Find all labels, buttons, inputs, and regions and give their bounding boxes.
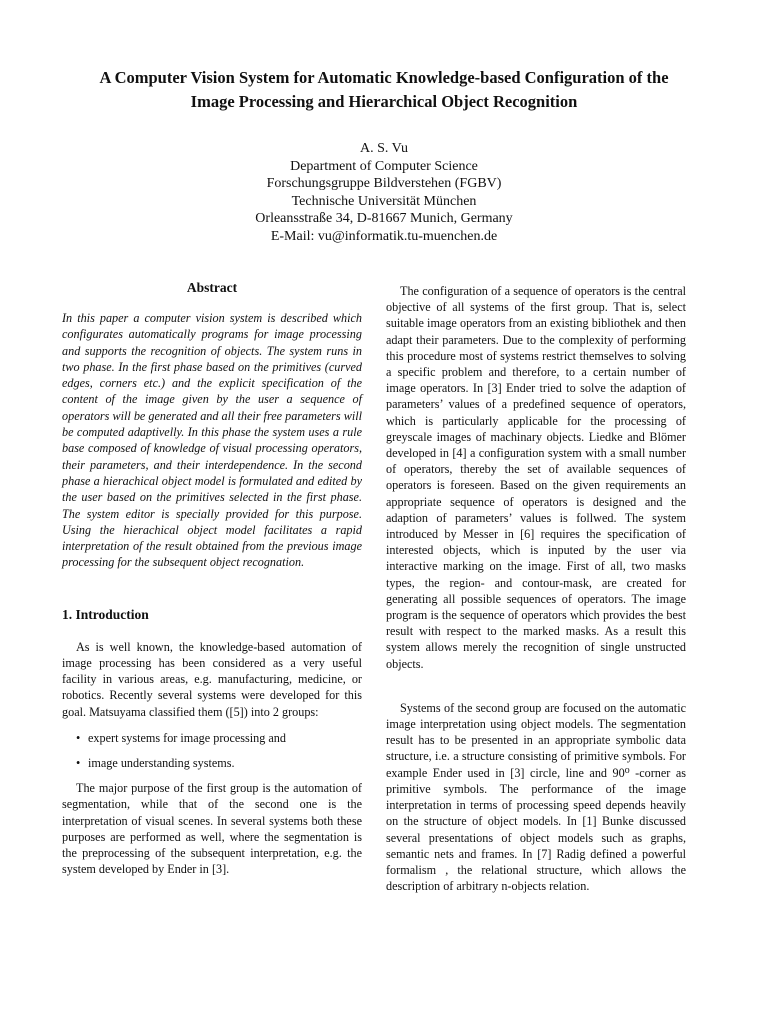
abstract-text: In this paper a computer vision system is described which configurates automatically programs for image processing and supports the recognition of objects. The system runs in two phase. In the first phase based on the primitives (curved edges, corners etc.) and the explicit specification of the content of the image given by the user a sequence of operators will be generated and all their free parameters will be computed adaptivelly. In this phase the system uses a rule base composed of knowledge of visual processing operators, their parameters, and their interdependence. In the second phase a hierachical object model is formulated and edited by the user based on the primitives selected in the first phase. The system editor is specially provided for this purpose. Using the hierachical object model facilitates a rapid interpretation of the result obtained from the previous image processing for the subsequent object recognation.	[62, 311, 362, 570]
list-item-text: expert systems for image processing and	[88, 730, 286, 745]
list-item-text: image understanding systems.	[88, 755, 235, 770]
author-university: Technische Universität München	[291, 193, 477, 209]
intro-bullet-list	[62, 730, 362, 771]
abstract-heading: Abstract	[186, 280, 238, 295]
author-address: Orleansstraße 34, D-81667 Munich, Germany	[255, 211, 513, 226]
bullet-icon: •	[76, 755, 81, 770]
intro-paragraph-2: The major purpose of the first group is the automation of segmentation, while that of the second one is the interpretation of visual scenes. In several systems both these purposes are performed as well, where the segmentation is the preprocessing of the subsequent interpretation, e.g. the system developed by Ender in [3].	[62, 781, 362, 877]
right-paragraph-2: Systems of the second group are focused on the automatic image interpretation using object models. The segmentation result has to be presented in an appropriate symbolic data structure, i.e. a structure consisting of primitive symbols. For example Ender used in [3] circle, line and 90⁰ -corner as primitive symbols. The performance of the image interpretation in terms of processing speed depends heavily on the structure of object models. In [1] Bunke discussed several presentations of object models such as graphs, semantic nets and frames. In [7] Radig defined a powerful formalism , the relational structure, which allows the description of arbitrary n-objects relation.	[386, 700, 686, 894]
title-line: A Computer Vision System for Automatic Knowledge-based Configuration of the	[99, 68, 669, 87]
list-item	[62, 730, 362, 746]
author-email: E-Mail: vu@informatik.tu-muenchen.de	[270, 228, 498, 244]
right-paragraph-1: The configuration of a sequence of operators is the central objective of all systems of the first group. That is, select suitable image operators from an existing bibliothek and then adapt their parameters. Due to the complexity of performing this procedure most of systems restrict themselves to solving a specific problem and therefore, to a certain number of image operators. In [3] Ender tried to solve the adaption of parameters’ values of a predefined sequence of operators, which is particularly applicable for the processing of greyscale images of machinary objects. Liedke and Blömer developed in [4] a configuration system with a small number of operators, thereby the set of available sequences of operators is foreseen. Based on the given requirements an appropriate sequence of operators is designed and the adaption of parameters’ values is follwed. The system introduced by Messer in [6] requires the specification of interested objects, which is inputed by the user via interactive marking on the image. First of all, two masks types, the region- and contour-mask, are created for generating all possible sequences of operators. The image program is the sequence of operators which provides the best result with respect to the marked masks. As a result this system allows merely the recognition of single unstructed objects.	[386, 284, 686, 671]
intro-paragraph-1: As is well known, the knowledge-based automation of image processing has been considered as a very useful facility in various areas, e.g. manufacturing, medicine, or robotics. Recently several systems were developed for this goal. Matsuyama classified them ([5]) into 2 groups:	[62, 639, 362, 719]
title-line: Image Processing and Hierarchical Object Recognition	[190, 92, 578, 111]
list-item	[62, 755, 362, 771]
section-heading-introduction: 1. Introduction	[62, 606, 149, 622]
author-block	[40, 140, 728, 245]
author-department: Department of Computer Science	[290, 158, 478, 174]
paper-title	[40, 66, 728, 114]
left-column	[62, 280, 362, 877]
bullet-icon: •	[76, 730, 81, 745]
author-name: A. S. Vu	[360, 141, 408, 156]
author-group: Forschungsgruppe Bildverstehen (FGBV)	[266, 176, 502, 191]
right-column	[386, 283, 686, 894]
